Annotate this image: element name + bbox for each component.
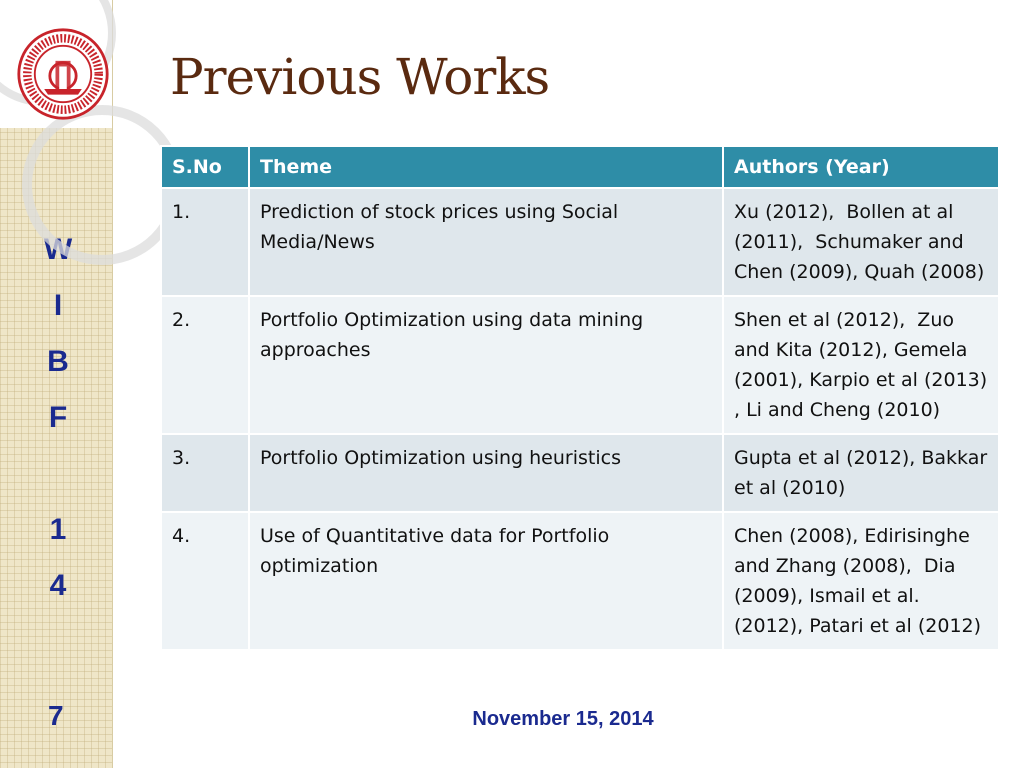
authors-text: Chen (2008), Edirisinghe and Zhang (2008), Dia (2009), Ismail et al. (2012), Patari et al (2012) bbox=[734, 525, 982, 637]
page-number: 7 bbox=[48, 700, 64, 731]
footer-date: November 15, 2014 bbox=[472, 708, 654, 730]
cell-sno: 3. bbox=[161, 434, 249, 512]
cell-authors bbox=[723, 296, 999, 434]
cell-theme: Prediction of stock prices using Social Media/News bbox=[249, 188, 723, 296]
cell-theme: Portfolio Optimization using data mining approaches bbox=[249, 296, 723, 434]
vertical-letter: B bbox=[47, 345, 69, 378]
vertical-letter: 1 bbox=[49, 513, 67, 546]
cell-theme: Use of Quantitative data for Portfolio optimization bbox=[249, 512, 723, 650]
vertical-letter: I bbox=[53, 289, 63, 322]
column-header-authors: Authors (Year) bbox=[723, 146, 999, 188]
table-header-row bbox=[161, 146, 999, 188]
authors-text: Shen et al (2012), Zuo and Kita (2012), Gemela (2001), Karpio et al (2013) , Li and Cheng (2010) bbox=[734, 309, 994, 421]
previous-works-table bbox=[160, 145, 1000, 651]
cell-authors bbox=[723, 188, 999, 296]
cell-authors bbox=[723, 434, 999, 512]
cell-sno: 4. bbox=[161, 512, 249, 650]
cell-theme: Portfolio Optimization using heuristics bbox=[249, 434, 723, 512]
column-header-theme: Theme bbox=[249, 146, 723, 188]
column-header-sno: S.No bbox=[161, 146, 249, 188]
table-row bbox=[161, 188, 999, 296]
vertical-letters bbox=[22, 222, 94, 614]
decorative-ring bbox=[22, 105, 182, 265]
vertical-letter: F bbox=[48, 401, 68, 434]
table-row bbox=[161, 512, 999, 650]
vertical-letter: W bbox=[43, 233, 73, 266]
table-row bbox=[161, 296, 999, 434]
cell-sno: 2. bbox=[161, 296, 249, 434]
institute-seal-logo bbox=[16, 27, 110, 121]
cell-authors bbox=[723, 512, 999, 650]
table-row bbox=[161, 434, 999, 512]
authors-text: Xu (2012), Bollen at al (2011), Schumaker and Chen (2009), Quah (2008) bbox=[734, 201, 985, 283]
vertical-letter: 4 bbox=[49, 569, 67, 602]
slide-title: Previous Works bbox=[170, 48, 550, 106]
authors-text: Gupta et al (2012), Bakkar et al (2010) bbox=[734, 447, 994, 499]
vertical-letter bbox=[22, 446, 94, 502]
cell-sno: 1. bbox=[161, 188, 249, 296]
